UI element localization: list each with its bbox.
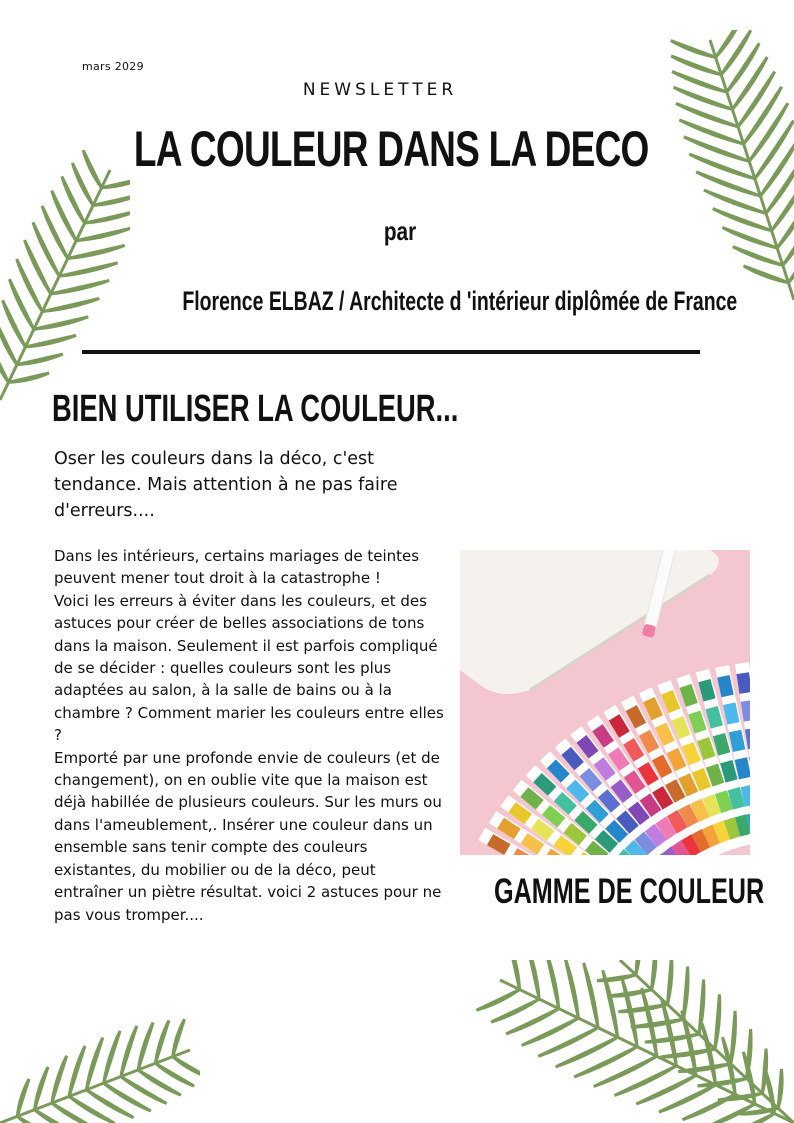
figure-caption: GAMME DE COULEUR xyxy=(494,872,765,911)
section-heading: BIEN UTILISER LA COULEUR... xyxy=(52,388,459,430)
byline-by: par xyxy=(383,216,417,246)
palm-leaf-bottom-right xyxy=(470,960,794,1123)
color-swatch-photo xyxy=(460,550,750,855)
issue-date: mars 2029 xyxy=(82,60,144,73)
author-line: Florence ELBAZ / Architecte d 'intérieur diplômée de France xyxy=(182,286,738,316)
body-paragraph: Emporté par une profonde envie de couleurs (et de changement), on en oublie vite que la maison est déjà habillée de plusieurs couleurs. Sur les murs ou dans l'ameublement,. Insérer une couleur dans un ensemble sans tenir compte des couleurs existantes, du mobilier ou de la déco, peut entraîner un piètre résultat. voici 2 astuces pour ne pas vous tromper.... xyxy=(54,748,442,924)
divider-rule xyxy=(82,350,700,354)
color-fan-illustration xyxy=(460,550,750,855)
article-body xyxy=(54,545,448,926)
body-paragraph: Dans les intérieurs, certains mariages de teintes peuvent mener tout droit à la catastrophe ! xyxy=(54,547,420,588)
palm-leaf-bottom-left xyxy=(0,990,200,1123)
body-paragraph: Voici les erreurs à éviter dans les couleurs, et des astuces pour créer de belles associations de tons dans la maison. Seulement il est parfois compliqué de se décider : quelles couleurs sont les plus adaptées au salon, à la salle de bains ou à la chambre ? Comment marier les couleurs entre elles ? xyxy=(54,591,444,745)
page-title: LA COULEUR DANS LA DECO xyxy=(133,121,649,177)
palm-leaf-top-left xyxy=(0,150,130,420)
intro-text: Oser les couleurs dans la déco, c'est tendance. Mais attention à ne pas faire d'erreurs.... xyxy=(54,449,398,521)
newsletter-kicker: NEWSLETTER xyxy=(302,80,458,100)
